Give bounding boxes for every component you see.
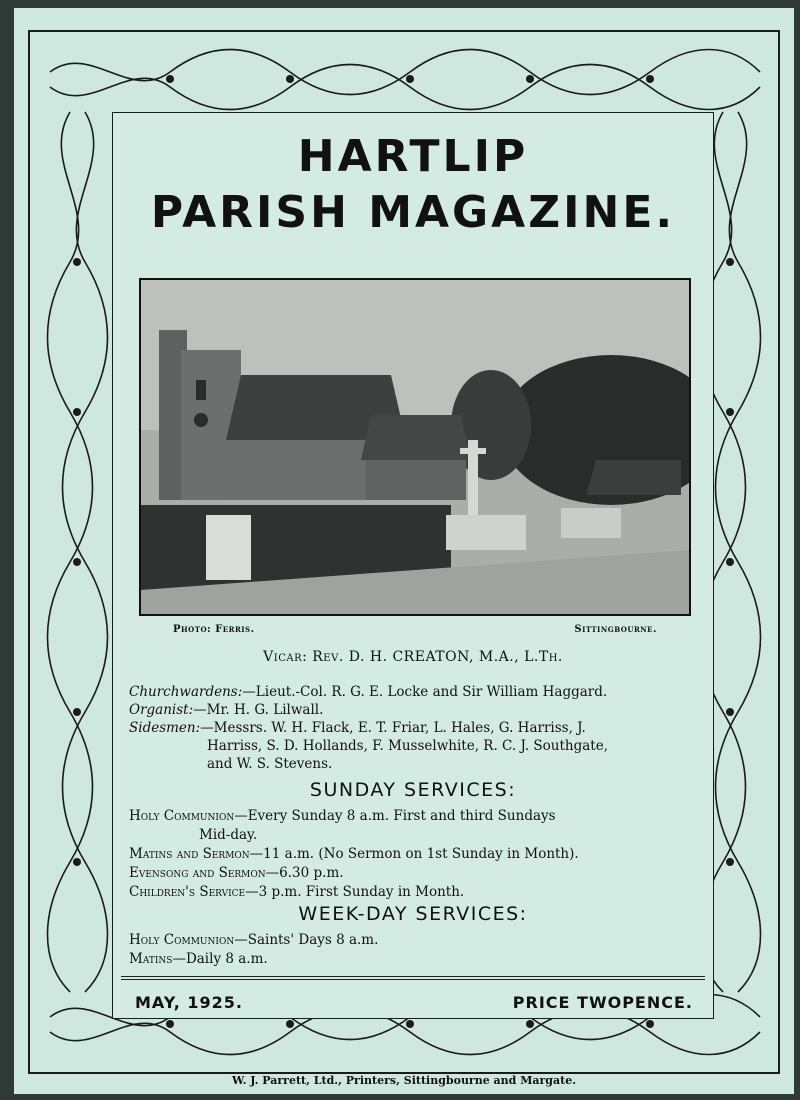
- divider: [121, 979, 705, 980]
- issue-price: PRICE TWOPENCE.: [512, 993, 693, 1012]
- organist-line: [129, 701, 704, 719]
- list-item: Holy Communion—Every Sunday 8 a.m. First and third Sundays Mid-day.: [129, 808, 556, 843]
- churchwardens-names: —Lieut.-Col. R. G. E. Locke and Sir William Haggard.: [242, 684, 608, 700]
- photo-location: Sittingbourne.: [574, 624, 657, 635]
- list-item: Matins and Sermon—11 a.m. (No Sermon on 1st Sunday in Month).: [129, 846, 579, 862]
- ornamental-frame: [28, 30, 780, 1074]
- churchwardens-label: Churchwardens:: [129, 684, 243, 700]
- parish-officers: [129, 683, 704, 773]
- magazine-title-line2: PARISH MAGAZINE.: [150, 187, 676, 238]
- sidesmen-names-2: Harriss, S. D. Hollands, F. Musselwhite, R. C. J. Southgate,: [207, 738, 608, 754]
- sidesmen-line: [129, 719, 704, 773]
- issue-date: MAY, 1925.: [135, 993, 243, 1012]
- divider: [121, 976, 705, 977]
- list-item: Evensong and Sermon—6.30 p.m.: [129, 865, 344, 881]
- list-item: Holy Communion—Saints' Days 8 a.m.: [129, 932, 379, 948]
- church-scene-image: [141, 280, 689, 614]
- list-item: Children's Service—3 p.m. First Sunday in Month.: [129, 884, 465, 900]
- magazine-title-line1: HARTLIP: [297, 131, 529, 182]
- magazine-page: [14, 8, 794, 1094]
- vicar-line: Vicar: Rev. D. H. CREATON, M.A., L.Th.: [263, 649, 563, 665]
- sunday-services-list: [129, 807, 704, 902]
- printer-imprint: W. J. Parrett, Ltd., Printers, Sittingbourne and Margate.: [231, 1074, 577, 1087]
- sidesmen-label: Sidesmen:: [129, 720, 201, 736]
- sunday-services-heading: SUNDAY SERVICES:: [309, 779, 517, 801]
- churchwardens-line: [129, 683, 704, 701]
- content-panel: [112, 112, 714, 1019]
- organist-label: Organist:: [129, 702, 194, 718]
- sidesmen-names-3: and W. S. Stevens.: [207, 756, 333, 772]
- weekday-services-list: [129, 931, 704, 969]
- list-item: Matins—Daily 8 a.m.: [129, 951, 268, 967]
- weekday-services-heading: WEEK-DAY SERVICES:: [298, 903, 528, 925]
- photo-credit: Photo: Ferris.: [173, 624, 255, 635]
- church-photograph: [139, 278, 691, 616]
- organist-name: —Mr. H. G. Lilwall.: [193, 702, 324, 718]
- sidesmen-names-1: —Messrs. W. H. Flack, E. T. Friar, L. Hales, G. Harriss, J.: [200, 720, 586, 736]
